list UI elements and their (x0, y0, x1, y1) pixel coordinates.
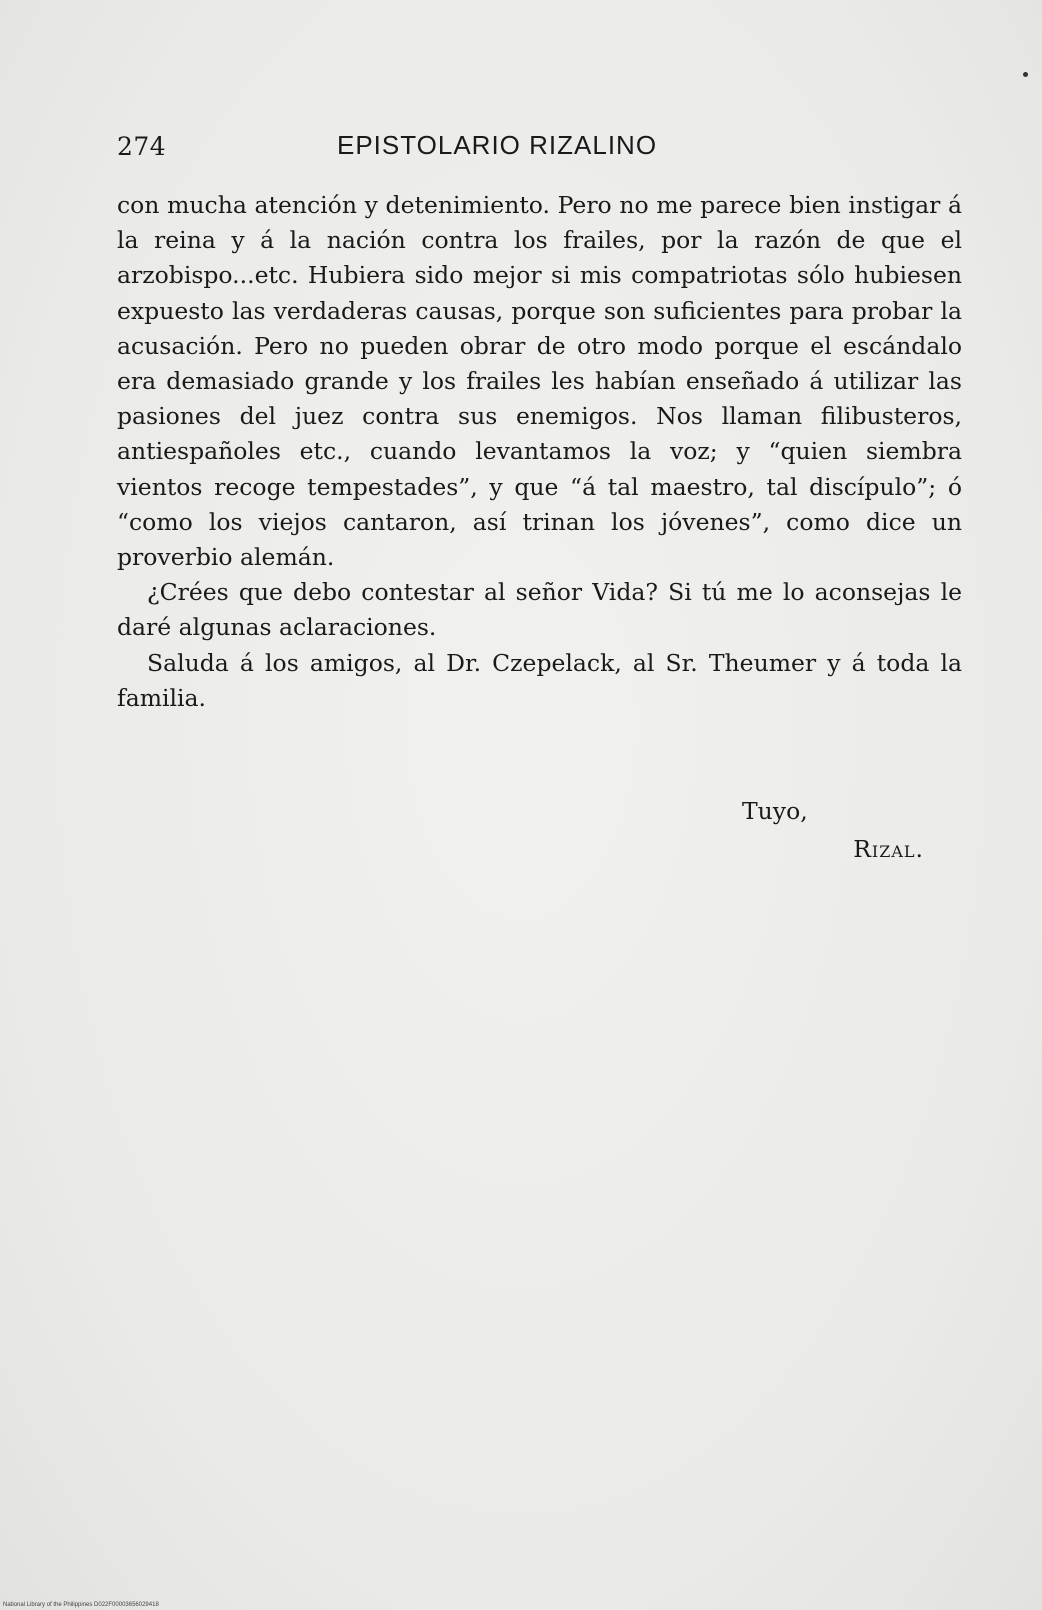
valediction: Tuyo, (742, 797, 808, 825)
paragraph-continuation: con mucha atención y detenimiento. Pero no me parece bien instigar á la reina y á la nación contra los frailes, por la razón de que el arzobispo...etc. Hubiera sido mejor si mis compatriotas sólo hubiesen expuesto las verdaderas causas, porque son suficientes para probar la acusación. Pero no pueden obrar de otro modo porque el escándalo era demasiado grande y los frailes les habían enseñado á utilizar las pasiones del juez contra sus enemigos. Nos llaman filibusteros, antiespañoles etc., cuando levantamos la voz; y “quien siembra vientos recoge tempestades”, y que “á tal maestro, tal discípulo”; ó “como los viejos cantaron, así trinan los jóvenes”, como dice un proverbio alemán. (117, 191, 962, 572)
scan-credit: National Library of the Philippines D022F00003656029418 (3, 1602, 159, 1608)
paragraph-greetings: Saluda á los amigos, al Dr. Czepelack, al Sr. Theumer y á toda la familia. (117, 648, 962, 712)
running-title: EPISTOLARIO RIZALINO (337, 130, 658, 160)
signature: Rizal. (853, 835, 924, 863)
scan-speck (1023, 72, 1028, 77)
page-number: 274 (117, 132, 167, 161)
paragraph-question: ¿Crées que debo contestar al señor Vida? Si tú me lo aconsejas le daré algunas aclaraciones. (117, 578, 962, 642)
page-header (117, 128, 962, 168)
letter-body (117, 188, 962, 716)
